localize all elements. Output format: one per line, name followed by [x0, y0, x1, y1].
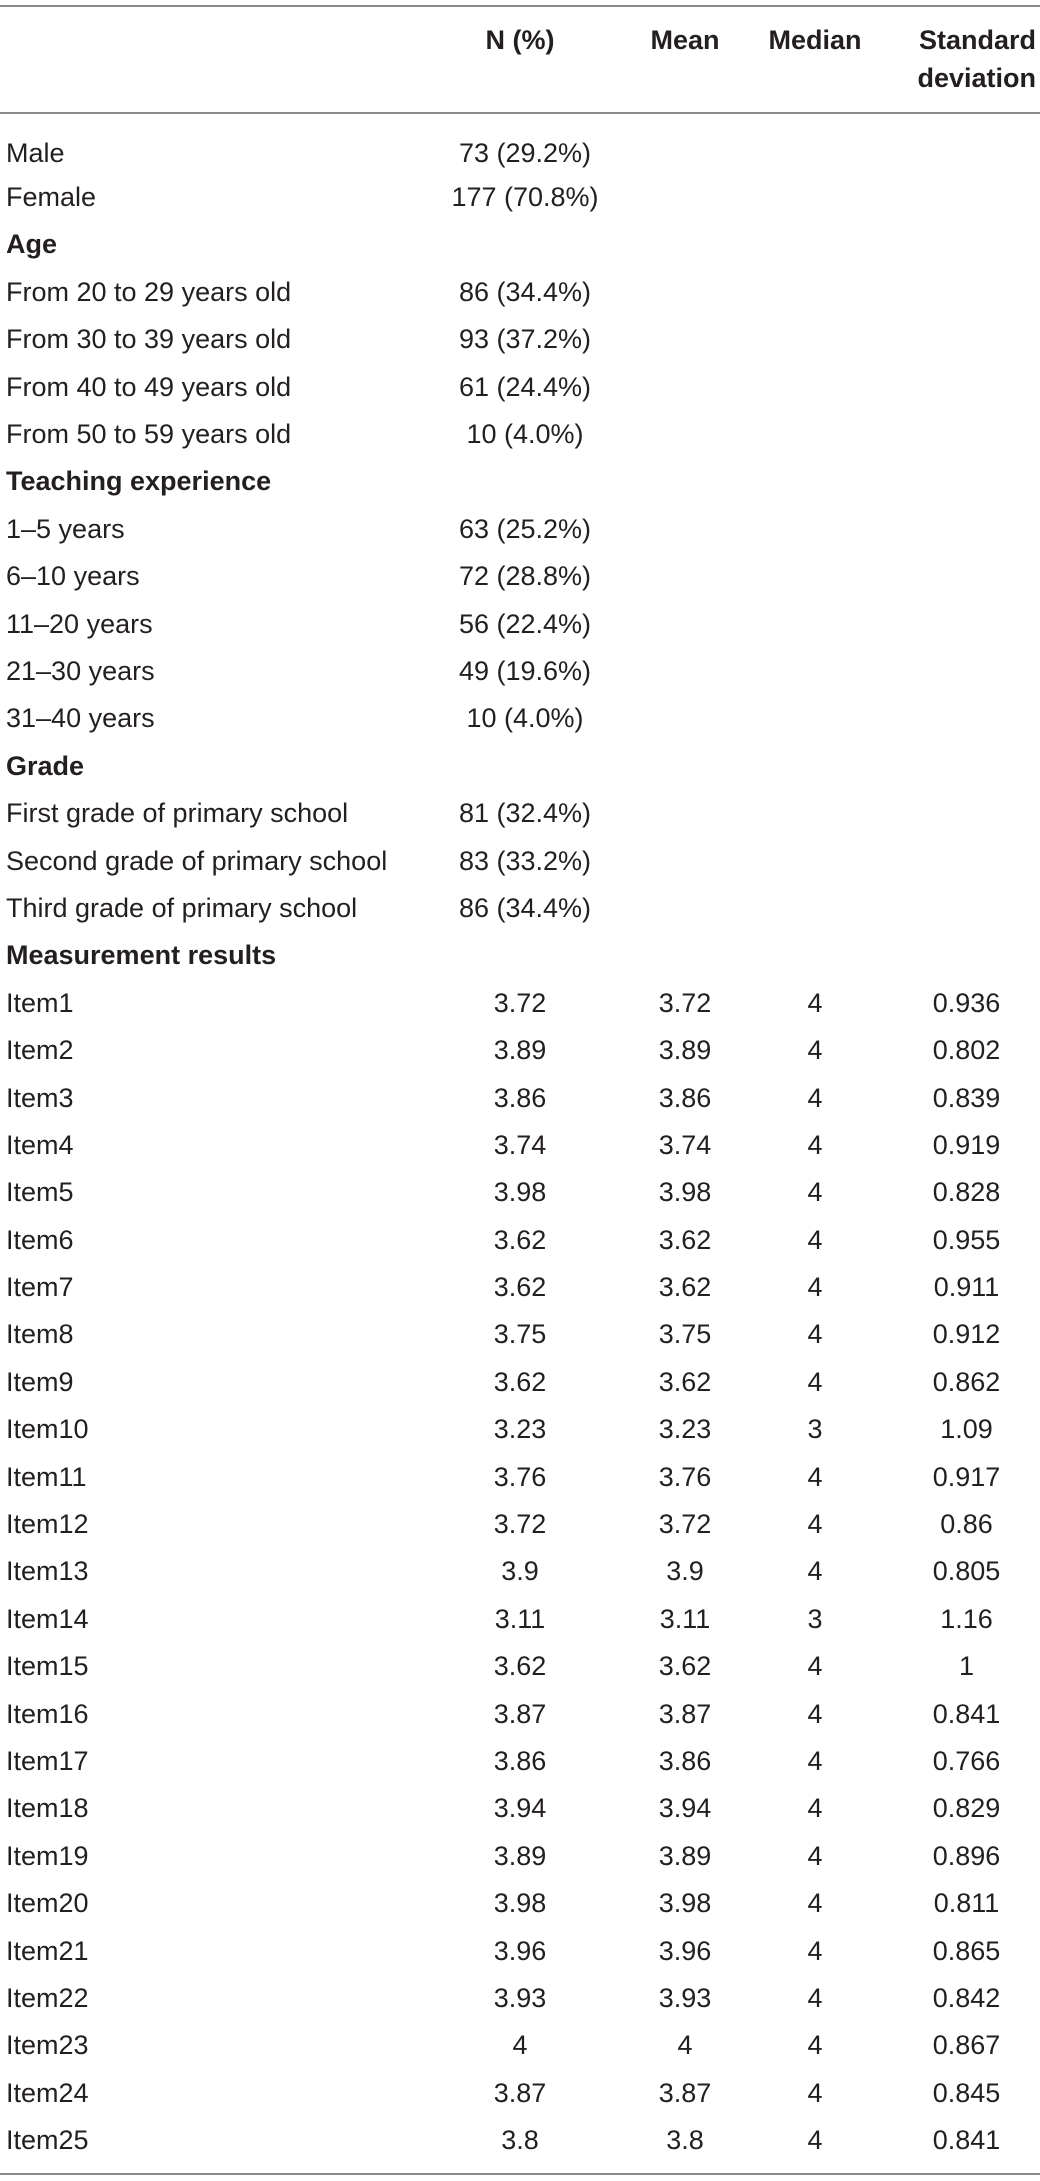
stats-table — [0, 7, 1040, 2164]
row-mean: 3.75 — [658, 1319, 712, 1350]
row-standard-deviation: 0.86 — [940, 1509, 993, 1540]
row-label: From 40 to 49 years old — [6, 371, 292, 402]
row-median: 4 — [807, 1982, 823, 2013]
table-row — [0, 1263, 1040, 1310]
row-label: Item2 — [6, 1035, 74, 1066]
table-row — [0, 1026, 1040, 1073]
row-label: Item10 — [6, 1414, 89, 1445]
row-n-pct: 3.9 — [501, 1556, 539, 1587]
row-median: 3 — [807, 1414, 823, 1445]
row-median: 4 — [807, 1461, 823, 1492]
header-median: Median — [768, 25, 862, 55]
row-standard-deviation: 0.919 — [932, 1129, 1001, 1160]
row-n-pct: 86 (34.4%) — [458, 276, 592, 307]
row-mean: 3.8 — [666, 2125, 704, 2156]
row-label: Item15 — [6, 1651, 89, 1682]
row-n-pct: 86 (34.4%) — [458, 892, 592, 923]
row-median: 4 — [807, 1888, 823, 1919]
table-row — [0, 789, 1040, 836]
table-row — [0, 884, 1040, 931]
row-label: Item6 — [6, 1224, 74, 1255]
row-n-pct: 3.62 — [493, 1366, 547, 1397]
row-n-pct: 63 (25.2%) — [458, 513, 592, 544]
row-mean: 3.87 — [658, 1698, 712, 1729]
header-label-blank — [0, 7, 425, 126]
row-n-pct: 3.74 — [493, 1129, 547, 1160]
row-mean: 3.9 — [666, 1556, 704, 1587]
table-row — [0, 1406, 1040, 1453]
row-n-pct: 56 (22.4%) — [458, 608, 592, 639]
row-mean: 3.72 — [658, 1509, 712, 1540]
row-label: Item9 — [6, 1366, 74, 1397]
row-median: 4 — [807, 2125, 823, 2156]
row-standard-deviation: 0.867 — [932, 2030, 1001, 2061]
row-standard-deviation: 0.839 — [932, 1082, 1001, 1113]
header-standard-deviation: Standard deviation — [917, 25, 1036, 93]
bottom-rule — [0, 2173, 1040, 2175]
row-standard-deviation: 0.841 — [932, 1698, 1001, 1729]
row-label: Item22 — [6, 1982, 89, 2013]
row-standard-deviation: 0.865 — [932, 1935, 1001, 1966]
row-label: Item4 — [6, 1129, 74, 1160]
table-row — [0, 1927, 1040, 1974]
row-n-pct: 3.86 — [493, 1082, 547, 1113]
table-row — [0, 837, 1040, 884]
table-row — [0, 1216, 1040, 1263]
row-n-pct: 93 (37.2%) — [458, 324, 592, 355]
table-row — [0, 268, 1040, 315]
row-mean: 3.98 — [658, 1888, 712, 1919]
row-standard-deviation: 1.09 — [940, 1414, 993, 1445]
row-label: From 30 to 39 years old — [6, 324, 292, 355]
row-median: 4 — [807, 987, 823, 1018]
row-label: Item16 — [6, 1698, 89, 1729]
row-label: 11–20 years — [6, 608, 153, 639]
table-row — [0, 1832, 1040, 1879]
row-standard-deviation: 0.845 — [932, 2077, 1001, 2108]
row-label: Third grade of primary school — [6, 892, 358, 923]
row-standard-deviation: 0.829 — [932, 1793, 1001, 1824]
row-n-pct: 3.23 — [493, 1414, 547, 1445]
section-heading-row — [0, 742, 1040, 789]
row-median: 4 — [807, 1035, 823, 1066]
table-row — [0, 1500, 1040, 1547]
row-standard-deviation: 0.955 — [932, 1224, 1001, 1255]
table-row — [0, 647, 1040, 694]
row-n-pct: 3.87 — [493, 1698, 547, 1729]
row-median: 4 — [807, 1319, 823, 1350]
row-median: 4 — [807, 1177, 823, 1208]
row-mean: 3.62 — [658, 1272, 712, 1303]
row-standard-deviation: 1 — [958, 1651, 975, 1682]
table-row — [0, 126, 1040, 173]
row-label: Item24 — [6, 2077, 89, 2108]
row-label: Item3 — [6, 1082, 74, 1113]
table-row — [0, 1121, 1040, 1168]
header-mean: Mean — [650, 25, 720, 55]
row-standard-deviation: 0.936 — [932, 987, 1001, 1018]
row-standard-deviation: 1.16 — [940, 1603, 993, 1634]
row-mean: 3.87 — [658, 2077, 712, 2108]
table-row — [0, 1358, 1040, 1405]
row-standard-deviation: 0.841 — [932, 2125, 1001, 2156]
row-mean: 3.89 — [658, 1840, 712, 1871]
row-n-pct: 177 (70.8%) — [451, 182, 599, 213]
row-n-pct: 3.62 — [493, 1272, 547, 1303]
row-median: 4 — [807, 1651, 823, 1682]
table-row — [0, 505, 1040, 552]
row-label: Item17 — [6, 1745, 89, 1776]
row-median: 4 — [807, 2077, 823, 2108]
row-label: Item12 — [6, 1509, 89, 1540]
row-n-pct: 3.75 — [493, 1319, 547, 1350]
row-median: 3 — [807, 1603, 823, 1634]
table-row — [0, 173, 1040, 220]
table-row — [0, 1690, 1040, 1737]
table-row — [0, 979, 1040, 1026]
row-n-pct: 3.89 — [493, 1840, 547, 1871]
table-row — [0, 316, 1040, 363]
row-standard-deviation: 0.862 — [932, 1366, 1001, 1397]
table-row — [0, 1879, 1040, 1926]
table-row — [0, 1737, 1040, 1784]
table-row — [0, 1453, 1040, 1500]
row-n-pct: 4 — [512, 2030, 528, 2061]
row-n-pct: 3.96 — [493, 1935, 547, 1966]
row-median: 4 — [807, 1509, 823, 1540]
table-row — [0, 695, 1040, 742]
row-standard-deviation: 0.766 — [932, 1745, 1001, 1776]
row-n-pct: 10 (4.0%) — [466, 419, 584, 450]
row-median: 4 — [807, 1082, 823, 1113]
row-label: Item21 — [6, 1935, 89, 1966]
section-heading-row — [0, 932, 1040, 979]
table-row — [0, 1169, 1040, 1216]
row-standard-deviation: 0.811 — [933, 1888, 1000, 1919]
table-row — [0, 363, 1040, 410]
table-header — [0, 7, 1040, 126]
row-label: Item13 — [6, 1556, 89, 1587]
row-n-pct: 73 (29.2%) — [458, 137, 592, 168]
table-row — [0, 1785, 1040, 1832]
row-label: Item18 — [6, 1793, 89, 1824]
row-standard-deviation: 0.911 — [933, 1272, 1000, 1303]
row-n-pct: 3.86 — [493, 1745, 547, 1776]
row-mean: 3.86 — [658, 1082, 712, 1113]
row-median: 4 — [807, 2030, 823, 2061]
row-median: 4 — [807, 1366, 823, 1397]
table-row — [0, 1311, 1040, 1358]
table-row — [0, 1074, 1040, 1121]
table-row — [0, 1974, 1040, 2021]
row-median: 4 — [807, 1224, 823, 1255]
row-standard-deviation: 0.917 — [932, 1461, 1001, 1492]
row-median: 4 — [807, 1272, 823, 1303]
table-row — [0, 2069, 1040, 2116]
row-n-pct: 3.11 — [494, 1603, 546, 1634]
row-label: 21–30 years — [6, 655, 155, 686]
row-n-pct: 3.62 — [493, 1224, 547, 1255]
row-mean: 3.89 — [658, 1035, 712, 1066]
row-label: From 20 to 29 years old — [6, 276, 292, 307]
row-n-pct: 81 (32.4%) — [458, 798, 592, 829]
table-row — [0, 410, 1040, 457]
row-label: Item20 — [6, 1888, 89, 1919]
row-label: Item7 — [6, 1272, 74, 1303]
row-n-pct: 3.76 — [493, 1461, 547, 1492]
section-heading-row — [0, 221, 1040, 268]
row-n-pct: 3.98 — [493, 1888, 547, 1919]
row-standard-deviation: 0.912 — [932, 1319, 1001, 1350]
row-n-pct: 3.89 — [493, 1035, 547, 1066]
row-n-pct: 3.72 — [493, 987, 547, 1018]
row-mean: 3.72 — [658, 987, 712, 1018]
row-median: 4 — [807, 1556, 823, 1587]
table-body — [0, 126, 1040, 2164]
row-label: Item5 — [6, 1177, 74, 1208]
row-standard-deviation: 0.805 — [932, 1556, 1001, 1587]
row-n-pct: 3.93 — [493, 1982, 547, 2013]
row-n-pct: 83 (33.2%) — [458, 845, 592, 876]
row-mean: 3.74 — [658, 1129, 712, 1160]
row-n-pct: 61 (24.4%) — [458, 371, 592, 402]
row-median: 4 — [807, 1129, 823, 1160]
row-mean: 3.62 — [658, 1651, 712, 1682]
row-label: First grade of primary school — [6, 798, 349, 829]
row-n-pct: 3.72 — [493, 1509, 547, 1540]
row-mean: 3.76 — [658, 1461, 712, 1492]
row-mean: 3.23 — [658, 1414, 712, 1445]
row-mean: 3.93 — [658, 1982, 712, 2013]
row-mean: 3.94 — [658, 1793, 712, 1824]
row-label: Male — [6, 137, 65, 168]
row-label: Item19 — [6, 1840, 89, 1871]
row-standard-deviation: 0.802 — [932, 1035, 1001, 1066]
row-n-pct: 3.8 — [501, 2125, 539, 2156]
row-label: Item11 — [6, 1461, 87, 1492]
row-standard-deviation: 0.896 — [932, 1840, 1001, 1871]
row-n-pct: 3.98 — [493, 1177, 547, 1208]
row-n-pct: 3.87 — [493, 2077, 547, 2108]
row-median: 4 — [807, 1793, 823, 1824]
row-mean: 3.96 — [658, 1935, 712, 1966]
section-heading-experience: Teaching experience — [6, 466, 272, 497]
table-row — [0, 553, 1040, 600]
row-label: Item14 — [6, 1603, 89, 1634]
row-median: 4 — [807, 1745, 823, 1776]
row-label: Item1 — [6, 987, 74, 1018]
row-label: Item23 — [6, 2030, 89, 2061]
row-mean: 3.62 — [658, 1366, 712, 1397]
row-median: 4 — [807, 1840, 823, 1871]
row-n-pct: 3.62 — [493, 1651, 547, 1682]
section-heading-measurement: Measurement results — [6, 940, 277, 971]
table-row — [0, 2116, 1040, 2163]
row-label: Female — [6, 182, 97, 213]
row-label: From 50 to 59 years old — [6, 419, 292, 450]
row-label: 6–10 years — [6, 561, 140, 592]
row-label: Item25 — [6, 2125, 89, 2156]
table-row — [0, 1643, 1040, 1690]
section-heading-row — [0, 458, 1040, 505]
row-n-pct: 49 (19.6%) — [458, 655, 592, 686]
row-median: 4 — [807, 1935, 823, 1966]
section-heading-grade: Grade — [6, 750, 85, 781]
table-row — [0, 1595, 1040, 1642]
row-mean: 3.86 — [658, 1745, 712, 1776]
row-label: 1–5 years — [6, 513, 125, 544]
row-mean: 3.11 — [659, 1603, 711, 1634]
table-row — [0, 600, 1040, 647]
section-heading-age: Age — [6, 229, 58, 260]
row-standard-deviation: 0.828 — [932, 1177, 1001, 1208]
row-n-pct: 3.94 — [493, 1793, 547, 1824]
row-median: 4 — [807, 1698, 823, 1729]
row-n-pct: 10 (4.0%) — [466, 703, 584, 734]
row-standard-deviation: 0.842 — [932, 1982, 1001, 2013]
table-row — [0, 2022, 1040, 2069]
row-mean: 4 — [677, 2030, 693, 2061]
row-label: Item8 — [6, 1319, 74, 1350]
table-row — [0, 1548, 1040, 1595]
header-n-pct: N (%) — [485, 25, 555, 55]
row-label: 31–40 years — [6, 703, 155, 734]
row-mean: 3.98 — [658, 1177, 712, 1208]
row-n-pct: 72 (28.8%) — [458, 561, 592, 592]
row-mean: 3.62 — [658, 1224, 712, 1255]
row-label: Second grade of primary school — [6, 845, 388, 876]
